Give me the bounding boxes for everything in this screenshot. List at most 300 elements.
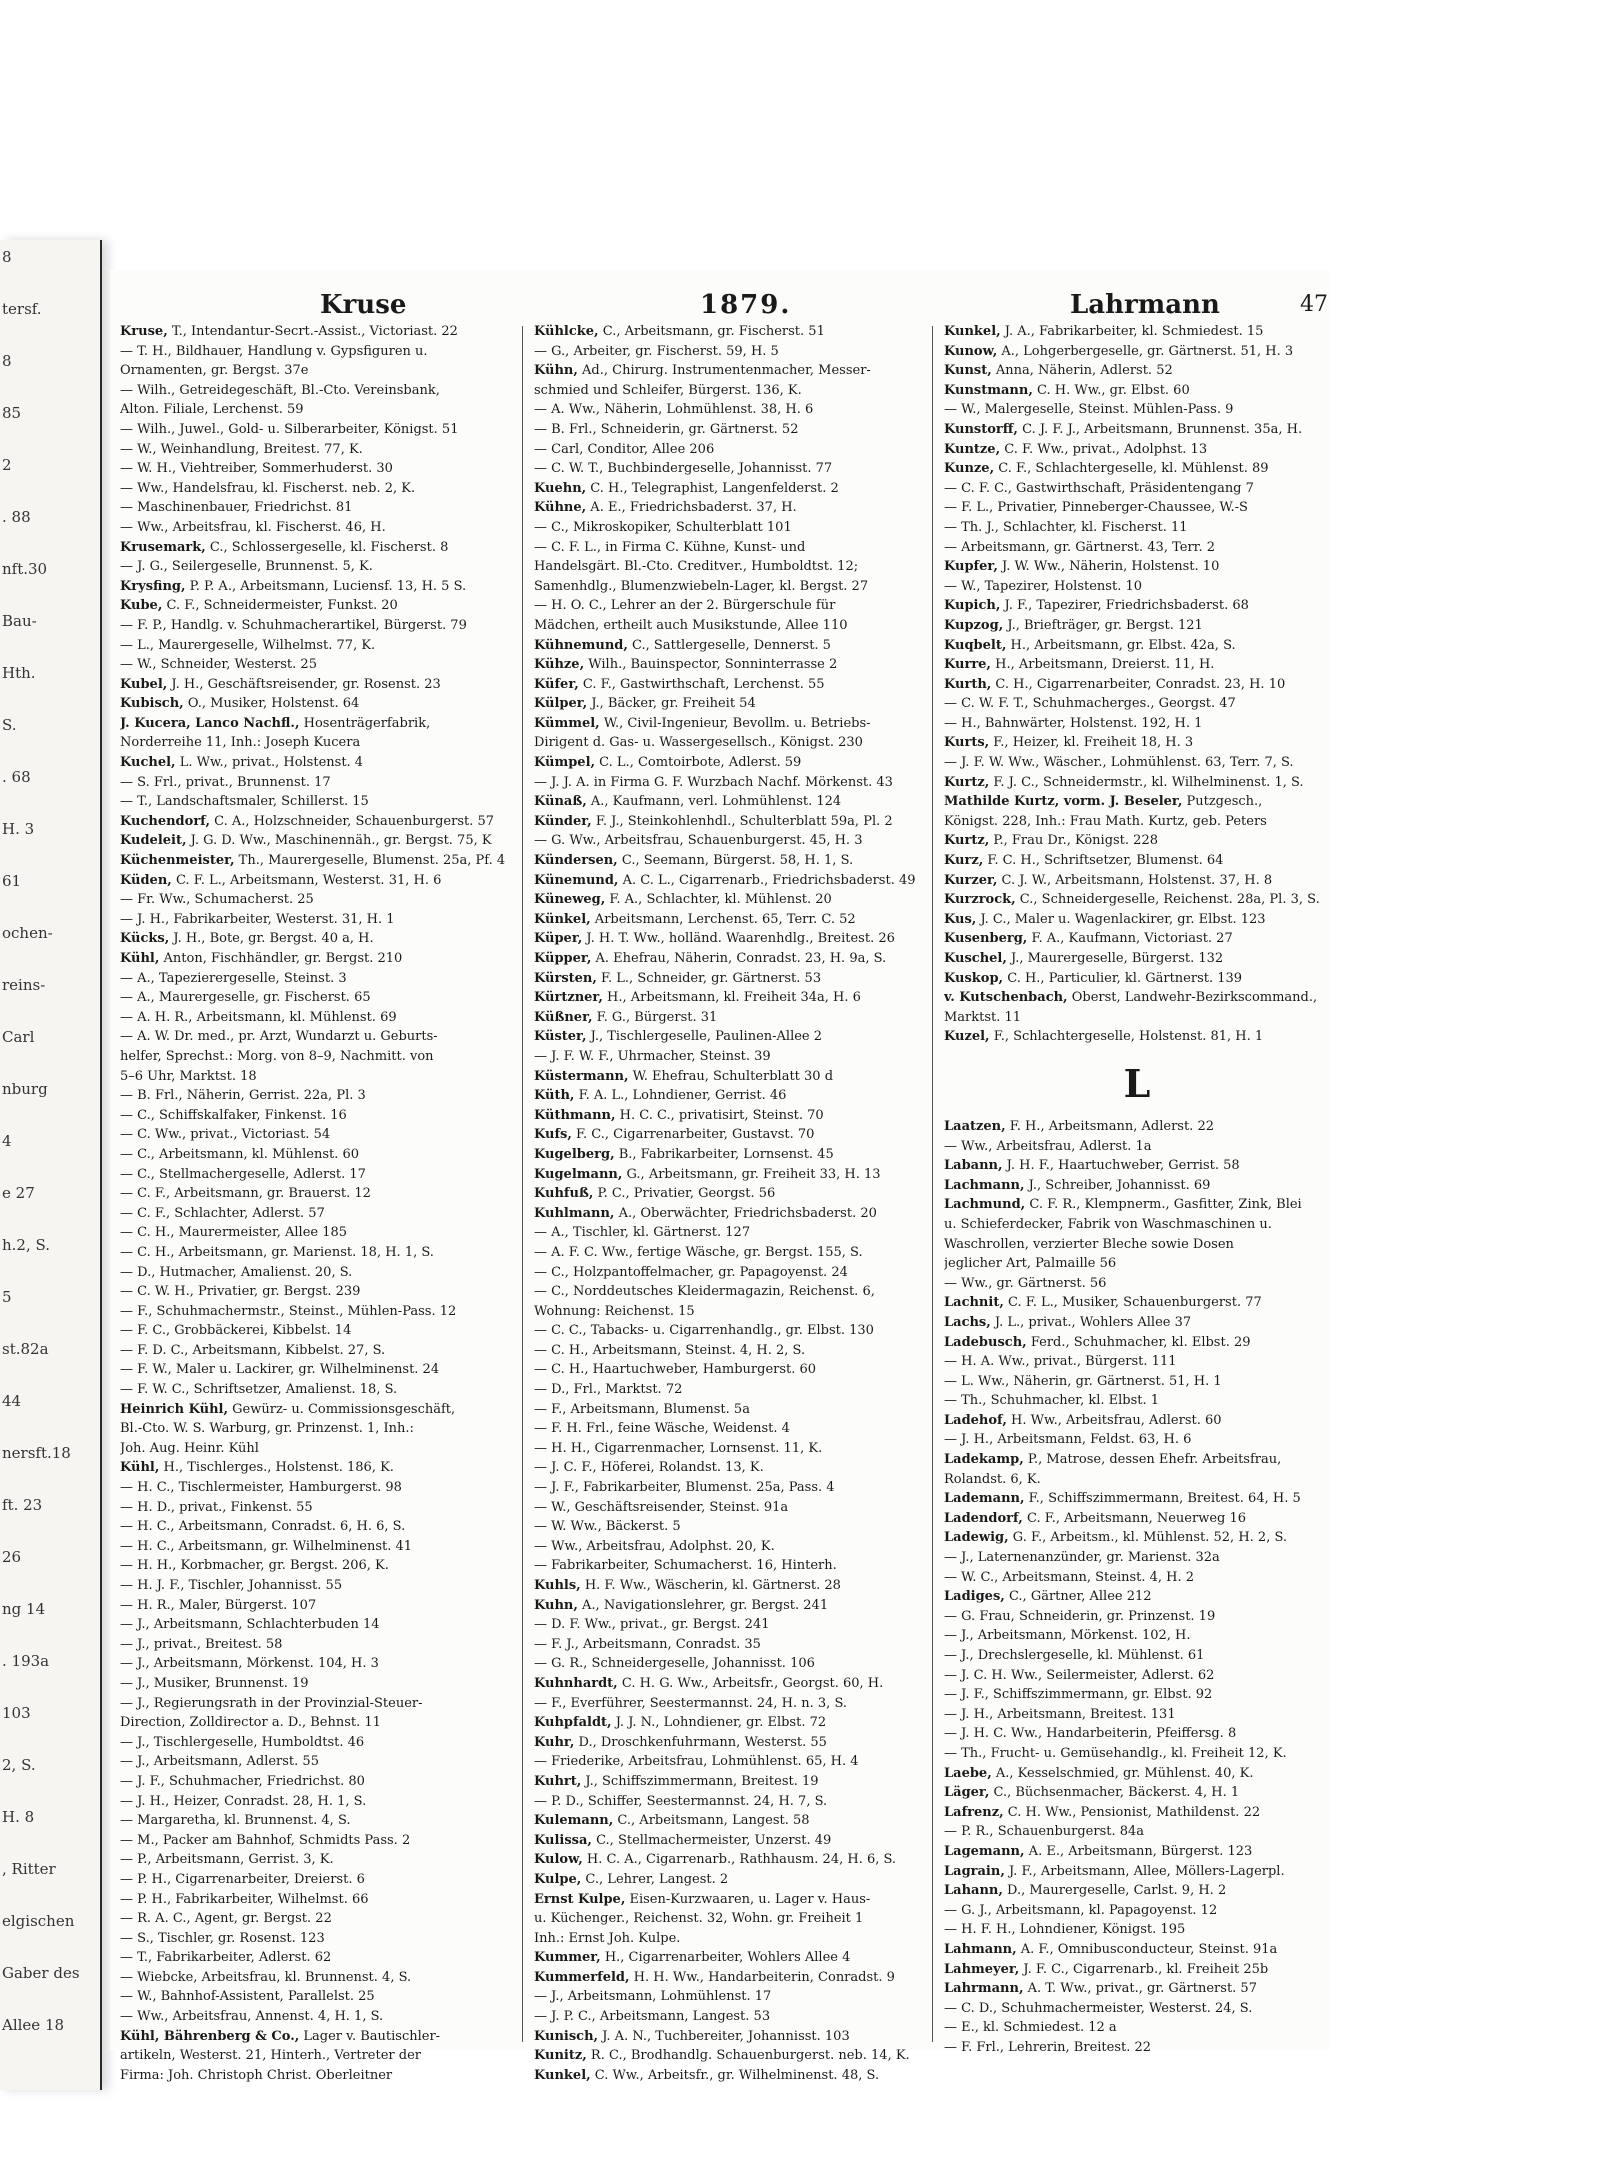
directory-entry xyxy=(120,929,505,949)
entry-text: — J., Arbeitsmann, Mörkenst. 104, H. 3 xyxy=(120,1656,379,1672)
directory-entry xyxy=(534,988,919,1008)
directory-entry xyxy=(944,1940,1330,1960)
entry-text: C. L., Comtoirbote, Adlerst. 59 xyxy=(595,755,802,771)
directory-entry xyxy=(534,2066,919,2086)
directory-entry xyxy=(534,440,919,460)
entry-text: Samenhdlg., Blumenzwiebeln-Lager, kl. Bergst. 27 xyxy=(534,578,869,594)
directory-entry xyxy=(944,342,1330,362)
directory-entry xyxy=(534,910,919,930)
entry-surname: Kuqbelt, xyxy=(944,637,1007,653)
entry-text: — W., Bahnhof-Assistent, Parallelst. 25 xyxy=(120,1989,375,2005)
entry-text: — C., Holzpantoffelmacher, gr. Papagoyenst. 24 xyxy=(534,1264,848,1280)
entry-surname: Mathilde Kurtz, vorm. J. Beseler, xyxy=(944,794,1183,810)
entry-text: A. E., Arbeitsmann, Bürgerst. 123 xyxy=(1024,1843,1253,1859)
entry-surname: Kücks, xyxy=(120,931,170,947)
directory-entry xyxy=(534,1674,919,1694)
entry-text: — H. A. Ww., privat., Bürgerst. 111 xyxy=(944,1354,1177,1370)
section-letter: L xyxy=(1123,1060,1151,1106)
directory-entry xyxy=(120,2007,505,2027)
entry-text: Alton. Filiale, Lerchenst. 59 xyxy=(120,402,304,418)
entry-text: — P. H., Fabrikarbeiter, Wilhelmst. 66 xyxy=(120,1891,369,1907)
directory-entry xyxy=(944,1626,1330,1646)
entry-surname: Lachs, xyxy=(944,1314,991,1330)
directory-entry xyxy=(120,1204,505,1224)
directory-entry xyxy=(534,636,919,656)
directory-entry xyxy=(120,1968,505,1988)
directory-entry xyxy=(534,2027,919,2047)
directory-entry xyxy=(120,851,505,871)
directory-entry xyxy=(944,1862,1330,1882)
entry-text: — W., Weinhandlung, Breitest. 77, K. xyxy=(120,441,363,457)
directory-entry xyxy=(534,1165,919,1185)
directory-entry xyxy=(944,655,1330,675)
left-page-fragment: S. xyxy=(2,716,17,734)
entry-text: — D., Hutmacher, Amalienst. 20, S. xyxy=(120,1264,353,1280)
directory-entry xyxy=(944,420,1330,440)
entry-surname: Kurz, xyxy=(944,853,984,869)
entry-text: — C. H., Arbeitsmann, Steinst. 4, H. 2, S. xyxy=(534,1342,806,1358)
entry-text: C. F. R., Klempnerm., Gasfitter, Zink, Blei xyxy=(1025,1197,1302,1213)
directory-entry xyxy=(944,2018,1330,2038)
directory-entry xyxy=(944,1920,1330,1940)
entry-text: P., Matrose, dessen Ehefr. Arbeitsfrau, xyxy=(1023,1452,1282,1468)
directory-entry xyxy=(944,1528,1330,1548)
directory-entry xyxy=(534,1733,919,1753)
entry-text: J. H. T. Ww., holländ. Waarenhdlg., Breitest. 26 xyxy=(582,931,895,947)
entry-surname: J. Kucera, Lanco Nachfl., xyxy=(120,715,300,731)
entry-surname: Küneweg, xyxy=(534,892,606,908)
directory-entry xyxy=(120,1576,505,1596)
entry-text: — H., Bahnwärter, Holstenst. 192, H. 1 xyxy=(944,715,1203,731)
directory-entry xyxy=(534,1968,919,1988)
entry-surname: Läger, xyxy=(944,1785,990,1801)
entry-text: R. C., Brodhandlg. Schauenburgerst. neb. 14, K. xyxy=(586,2048,910,2064)
directory-entry xyxy=(120,1165,505,1185)
entry-text: G. F., Arbeitsm., kl. Mühlenst. 52, H. 2, S. xyxy=(1008,1530,1288,1546)
entry-text: — J. F., Fabrikarbeiter, Blumenst. 25a, Pass. 4 xyxy=(534,1480,835,1496)
directory-entry xyxy=(534,1831,919,1851)
entry-text: — L. Ww., Näherin, gr. Gärtnerst. 51, H. 1 xyxy=(944,1373,1222,1389)
entry-surname: Kupich, xyxy=(944,598,1001,614)
entry-surname: Kummerfeld, xyxy=(534,1969,630,1985)
entry-text: — P., Arbeitsmann, Gerrist. 3, K. xyxy=(120,1852,334,1868)
entry-text: W., Civil-Ingenieur, Bevollm. u. Betriebs- xyxy=(599,715,871,731)
entry-surname: Küchenmeister, xyxy=(120,853,235,869)
directory-entry xyxy=(534,1184,919,1204)
directory-entry xyxy=(120,538,505,558)
directory-entry xyxy=(944,1548,1330,1568)
directory-entry xyxy=(944,1470,1330,1490)
directory-entry xyxy=(944,851,1330,871)
directory-entry xyxy=(534,1615,919,1635)
entry-text: — A., Tapezierergeselle, Steinst. 3 xyxy=(120,970,347,986)
entry-text: A. C. L., Cigarrenarb., Friedrichsbaderst. 49 xyxy=(618,872,916,888)
entry-text: — H. J. F., Tischler, Johannisst. 55 xyxy=(120,1578,343,1593)
directory-entry xyxy=(534,400,919,420)
entry-text: H. H. Ww., Handarbeiterin, Conradst. 9 xyxy=(629,1969,895,1985)
left-page-fragment: , Ritter xyxy=(2,1860,56,1878)
entry-text: 5–6 Uhr, Marktst. 18 xyxy=(120,1068,257,1084)
entry-surname: Kuhpfaldt, xyxy=(534,1715,612,1731)
directory-entry xyxy=(944,1137,1330,1157)
entry-text: H., Cigarrenarbeiter, Wohlers Allee 4 xyxy=(600,1950,851,1966)
entry-text: — J. F. W. F., Uhrmacher, Steinst. 39 xyxy=(534,1048,771,1064)
entry-text: A. E., Friedrichsbaderst. 37, H. xyxy=(586,500,797,516)
entry-surname: Krusemark, xyxy=(120,539,206,555)
entry-text: — Carl, Conditor, Allee 206 xyxy=(534,441,715,457)
entry-text: — Th., Frucht- u. Gemüsehandlg., kl. Freiheit 12, K. xyxy=(944,1745,1287,1761)
entry-text: C. A., Holzschneider, Schauenburgerst. 57 xyxy=(210,813,495,829)
directory-entry xyxy=(120,1850,505,1870)
directory-entry xyxy=(534,1556,919,1576)
directory-entry xyxy=(120,596,505,616)
directory-entry xyxy=(120,1008,505,1028)
directory-entry xyxy=(534,851,919,871)
directory-entry xyxy=(120,1067,505,1087)
directory-entry xyxy=(944,890,1330,910)
entry-text: — C. Ww., privat., Victoriast. 54 xyxy=(120,1127,331,1143)
entry-text: Gewürz- u. Commissionsgeschäft, xyxy=(228,1401,456,1417)
entry-text: — J. J. A. in Firma G. F. Wurzbach Nachf. Mörkenst. 43 xyxy=(534,774,893,790)
directory-entry xyxy=(120,655,505,675)
directory-entry xyxy=(120,616,505,636)
entry-text: — L., Maurergeselle, Wilhelmst. 77, K. xyxy=(120,637,376,653)
directory-entry xyxy=(120,1478,505,1498)
directory-entry xyxy=(120,1223,505,1243)
entry-text: — H. R., Maler, Bürgerst. 107 xyxy=(120,1597,317,1613)
entry-text: Anton, Fischhändler, gr. Bergst. 210 xyxy=(159,951,403,966)
directory-entry xyxy=(120,1674,505,1694)
entry-text: — D., Frl., Marktst. 72 xyxy=(534,1382,683,1398)
entry-surname: Lahmann, xyxy=(944,1941,1017,1957)
directory-entry xyxy=(120,871,505,891)
entry-text: — W. C., Arbeitsmann, Steinst. 4, H. 2 xyxy=(944,1569,1195,1585)
entry-text: — Margaretha, kl. Brunnenst. 4, S. xyxy=(120,1813,351,1829)
entry-text: Arbeitsmann, Lerchenst. 65, Terr. C. 52 xyxy=(590,911,856,927)
directory-entry xyxy=(120,577,505,597)
directory-entry xyxy=(120,1360,505,1380)
entry-text: J. L., privat., Wohlers Allee 37 xyxy=(990,1314,1192,1330)
directory-entry xyxy=(120,322,505,342)
entry-text: — S., Tischler, gr. Rosenst. 123 xyxy=(120,1930,325,1946)
directory-entry xyxy=(944,1568,1330,1588)
entry-text: C., Arbeitsmann, gr. Fischerst. 51 xyxy=(598,324,825,339)
entry-text: — A. H. R., Arbeitsmann, kl. Mühlenst. 69 xyxy=(120,1009,397,1025)
directory-entry xyxy=(534,949,919,969)
entry-surname: Küden, xyxy=(120,872,172,888)
entry-text: J. J. N., Lohndiener, gr. Elbst. 72 xyxy=(611,1715,827,1731)
directory-entry xyxy=(120,1321,505,1341)
entry-text: — J., Musiker, Brunnenst. 19 xyxy=(120,1675,309,1691)
entry-text: — H. D., privat., Finkenst. 55 xyxy=(120,1499,313,1515)
left-page-fragment: elgischen xyxy=(2,1912,75,1930)
entry-text: Direction, Zolldirector a. D., Behnst. 11 xyxy=(120,1715,381,1731)
entry-text: H. C. A., Cigarrenarb., Rathhausm. 24, H. 6, S. xyxy=(582,1852,897,1868)
directory-entry xyxy=(944,988,1330,1008)
entry-text: — C., Norddeutsches Kleidermagazin, Reichenst. 6, xyxy=(534,1284,875,1300)
entry-surname: Kündersen, xyxy=(534,853,618,869)
directory-entry xyxy=(120,1106,505,1126)
entry-surname: Kulpe, xyxy=(534,1871,582,1887)
entry-text: — C., Arbeitsmann, kl. Mühlenst. 60 xyxy=(120,1146,360,1162)
entry-text: — G., Arbeiter, gr. Fischerst. 59, H. 5 xyxy=(534,343,779,359)
entry-text: — G. J., Arbeitsmann, kl. Papagoyenst. 12 xyxy=(944,1902,1218,1918)
directory-entry xyxy=(534,1850,919,1870)
entry-text: Inh.: Ernst Joh. Kulpe. xyxy=(534,1930,681,1946)
directory-entry xyxy=(944,1274,1330,1294)
directory-entry xyxy=(944,636,1330,656)
directory-entry xyxy=(534,1752,919,1772)
entry-text: J., Tischlergeselle, Paulinen-Allee 2 xyxy=(586,1029,823,1045)
entry-text: Lager v. Bautischler- xyxy=(299,2028,441,2044)
directory-entry xyxy=(534,498,919,518)
entry-text: F., Schiffszimmermann, Breitest. 64, H. 5 xyxy=(1024,1491,1301,1507)
entry-surname: Kunstmann, xyxy=(944,382,1033,398)
entry-text: — Maschinenbauer, Friedrichst. 81 xyxy=(120,500,353,516)
directory-entry xyxy=(120,479,505,499)
entry-text: schmied und Schleifer, Bürgerst. 136, K. xyxy=(534,382,802,398)
entry-text: Marktst. 11 xyxy=(944,1009,1022,1025)
entry-text: Handelsgärt. Bl.-Cto. Creditver., Humboldtst. 12; xyxy=(534,559,859,575)
entry-surname: Kuhn, xyxy=(534,1597,578,1613)
left-page-fragment: H. 8 xyxy=(2,1808,35,1826)
entry-surname: Kummer, xyxy=(534,1950,601,1966)
entry-surname: Kuskop, xyxy=(944,970,1004,986)
entry-surname: Ladebusch, xyxy=(944,1334,1027,1350)
directory-entry xyxy=(120,557,505,577)
entry-text: — Fabrikarbeiter, Schumacherst. 16, Hinterh. xyxy=(534,1558,837,1574)
directory-entry xyxy=(534,675,919,695)
entry-surname: Kürtzner, xyxy=(534,990,603,1006)
directory-entry xyxy=(120,1811,505,1831)
entry-surname: Lachmund, xyxy=(944,1197,1026,1213)
entry-text: — F. H. Frl., feine Wäsche, Weidenst. 4 xyxy=(534,1421,790,1437)
entry-text: — F., Arbeitsmann, Blumenst. 5a xyxy=(534,1401,750,1417)
directory-entry xyxy=(534,831,919,851)
entry-text: — C. F., Schlachter, Adlerst. 57 xyxy=(120,1205,325,1221)
entry-text: C. F. L., Musiker, Schauenburgerst. 77 xyxy=(1003,1295,1262,1311)
entry-surname: Kuschel, xyxy=(944,951,1007,966)
entry-text: F., Schlachtergeselle, Holstenst. 81, H. 1 xyxy=(989,1029,1264,1045)
directory-entry xyxy=(120,1772,505,1792)
entry-surname: Küster, xyxy=(534,1029,587,1045)
left-page-fragment: . 88 xyxy=(2,508,31,526)
entry-text: — F., Schuhmachermstr., Steinst., Mühlen-Pass. 12 xyxy=(120,1303,457,1319)
entry-surname: Lahann, xyxy=(944,1883,1003,1899)
directory-entry xyxy=(944,1764,1330,1784)
entry-text: A. T. Ww., privat., gr. Gärtnerst. 57 xyxy=(1023,1981,1257,1997)
entry-text: — H. O. C., Lehrer an der 2. Bürgerschule für xyxy=(534,598,836,614)
page-header xyxy=(110,290,1330,326)
entry-text: — B. Frl., Näherin, Gerrist. 22a, Pl. 3 xyxy=(120,1088,366,1104)
entry-surname: Kupfer, xyxy=(944,559,998,575)
directory-entry xyxy=(534,1478,919,1498)
entry-text: P. P. A., Arbeitsmann, Luciensf. 13, H. 5 S. xyxy=(185,578,467,594)
directory-entry xyxy=(534,1145,919,1165)
directory-entry xyxy=(120,1302,505,1322)
directory-entry xyxy=(534,1282,919,1302)
entry-text: — H. C., Arbeitsmann, gr. Wilhelminenst. 41 xyxy=(120,1538,413,1554)
entry-text: C. H., Particulier, kl. Gärtnerst. 139 xyxy=(1003,970,1243,986)
entry-text: — A., Maurergeselle, gr. Fischerst. 65 xyxy=(120,990,371,1006)
entry-text: C. J. W., Arbeitsmann, Holstenst. 37, H. 8 xyxy=(997,872,1273,888)
entry-surname: Kuhrt, xyxy=(534,1773,582,1789)
entry-text: — W., Schneider, Westerst. 25 xyxy=(120,657,317,673)
entry-text: F. C., Cigarrenarbeiter, Gustavst. 70 xyxy=(571,1127,815,1143)
directory-entry xyxy=(120,1890,505,1910)
entry-surname: Küpper, xyxy=(534,951,592,966)
directory-entry xyxy=(944,1156,1330,1176)
entry-text: A., Kesselschmied, gr. Mühlenst. 40, K. xyxy=(991,1765,1254,1781)
directory-entry xyxy=(534,1302,919,1322)
entry-text: B., Fabrikarbeiter, Lornsenst. 45 xyxy=(614,1146,834,1162)
entry-text: J., Briefträger, gr. Bergst. 121 xyxy=(1003,617,1203,633)
directory-entry xyxy=(120,714,505,734)
entry-text: D., Droschkenfuhrmann, Westerst. 55 xyxy=(574,1734,827,1750)
entry-text: — J., Arbeitsmann, Adlerst. 55 xyxy=(120,1754,319,1770)
directory-entry xyxy=(534,616,919,636)
entry-text: C. F. L., Arbeitsmann, Westerst. 31, H. 6 xyxy=(171,872,442,888)
directory-entry xyxy=(120,1987,505,2007)
entry-text: — W. H., Viehtreiber, Sommerhuderst. 30 xyxy=(120,461,393,477)
directory-entry xyxy=(944,1646,1330,1666)
directory-entry xyxy=(944,1352,1330,1372)
entry-text: Putzgesch., xyxy=(1182,794,1263,810)
entry-text: A. F., Omnibusconducteur, Steinst. 91a xyxy=(1016,1941,1278,1957)
left-page-fragment: e 27 xyxy=(2,1184,35,1202)
entry-text: T., Intendantur-Secrt.-Assist., Victoriast. 22 xyxy=(167,324,458,339)
directory-entry xyxy=(120,988,505,1008)
directory-entry xyxy=(944,831,1330,851)
entry-text: H., Arbeitsmann, kl. Freiheit 34a, H. 6 xyxy=(602,990,861,1006)
entry-text: — J. H., Heizer, Conradst. 28, H. 1, S. xyxy=(120,1793,367,1809)
entry-surname: Kulow, xyxy=(534,1852,583,1868)
entry-text: — A. W. Dr. med., pr. Arzt, Wundarzt u. Geburts- xyxy=(120,1029,438,1045)
entry-surname: Kurth, xyxy=(944,676,992,692)
entry-surname: Kurre, xyxy=(944,657,991,673)
entry-text: — R. A. C., Agent, gr. Bergst. 22 xyxy=(120,1911,332,1927)
directory-entry xyxy=(534,1204,919,1224)
entry-surname: Kuchendorf, xyxy=(120,813,210,829)
directory-entry xyxy=(534,518,919,538)
directory-entry xyxy=(120,2046,505,2066)
entry-surname: Lahmeyer, xyxy=(944,1961,1020,1977)
entry-text: — J. H. C. Ww., Handarbeiterin, Pfeiffersg. 8 xyxy=(944,1726,1237,1742)
directory-entry xyxy=(120,773,505,793)
entry-text: — F. C., Grobbäckerei, Kibbelst. 14 xyxy=(120,1323,352,1339)
directory-entry xyxy=(944,733,1330,753)
directory-entry xyxy=(120,1184,505,1204)
entry-text: — W., Tapezirer, Holstenst. 10 xyxy=(944,578,1142,594)
directory-entry xyxy=(944,557,1330,577)
entry-text: — J., Tischlergeselle, Humboldtst. 46 xyxy=(120,1734,365,1750)
entry-text: Königst. 228, Inh.: Frau Math. Kurtz, geb. Peters xyxy=(944,813,1267,829)
entry-text: P., Frau Dr., Königst. 228 xyxy=(989,833,1158,849)
directory-entry xyxy=(944,1391,1330,1411)
entry-surname: Külper, xyxy=(534,696,588,712)
entry-text: J. H., Geschäftsreisender, gr. Rosenst. 23 xyxy=(167,676,441,692)
directory-entry xyxy=(534,420,919,440)
directory-entry xyxy=(534,714,919,734)
directory-entry xyxy=(534,694,919,714)
directory-entry xyxy=(120,1733,505,1753)
entry-text: C., Lehrer, Langest. 2 xyxy=(581,1871,729,1887)
entry-surname: Küstermann, xyxy=(534,1068,629,1084)
directory-entry xyxy=(534,733,919,753)
entry-text: — J., privat., Breitest. 58 xyxy=(120,1636,283,1652)
directory-entry xyxy=(120,1752,505,1772)
entry-text: O., Musiker, Holstenst. 64 xyxy=(183,696,360,712)
entry-surname: Lachmann, xyxy=(944,1177,1025,1193)
entry-surname: Kunkel, xyxy=(944,324,1001,339)
entry-surname: Küßner, xyxy=(534,1009,593,1025)
entry-text: C. H., Telegraphist, Langenfelderst. 2 xyxy=(586,480,839,496)
column-3 xyxy=(944,322,1330,2057)
entry-text: — C. C., Tabacks- u. Cigarrenhandlg., gr. Elbst. 130 xyxy=(534,1323,874,1339)
left-page-fragment: Carl xyxy=(2,1028,35,1046)
entry-surname: Kürsten, xyxy=(534,970,597,986)
entry-text: — H. C., Tischlermeister, Hamburgerst. 98 xyxy=(120,1480,402,1496)
directory-entry xyxy=(120,1537,505,1557)
entry-text: — C. D., Schuhmachermeister, Westerst. 24, S. xyxy=(944,2000,1253,2016)
entry-text: H., Tischlerges., Holstenst. 186, K. xyxy=(159,1460,394,1476)
entry-text: — Friederike, Arbeitsfrau, Lohmühlenst. 65, H. 4 xyxy=(534,1754,859,1770)
directory-entry xyxy=(120,694,505,714)
entry-surname: Labann, xyxy=(944,1158,1003,1174)
entry-text: H. C. C., privatisirt, Steinst. 70 xyxy=(615,1107,824,1123)
left-page-fragment: 2 xyxy=(2,456,12,474)
entry-surname: Kunze, xyxy=(944,461,995,477)
entry-text: — Ww., Arbeitsfrau, Adlerst. 1a xyxy=(944,1138,1152,1154)
entry-text: Th., Maurergeselle, Blumenst. 25a, Pf. 4 xyxy=(234,853,505,869)
directory-entry xyxy=(120,440,505,460)
entry-text: — C., Stellmachergeselle, Adlerst. 17 xyxy=(120,1166,366,1182)
directory-entry xyxy=(120,812,505,832)
entry-text: G., Arbeitsmann, gr. Freiheit 33, H. 13 xyxy=(622,1166,881,1182)
entry-text: D., Maurergeselle, Carlst. 9, H. 2 xyxy=(1002,1883,1227,1899)
directory-entry xyxy=(534,361,919,381)
header-year: 1879. xyxy=(700,290,792,320)
directory-entry xyxy=(944,1666,1330,1686)
directory-entry xyxy=(944,440,1330,460)
entry-surname: Ladewig, xyxy=(944,1530,1009,1546)
directory-entry xyxy=(534,1929,919,1949)
entry-surname: Küthmann, xyxy=(534,1107,616,1123)
entry-text: — C. F., Arbeitsmann, gr. Brauerst. 12 xyxy=(120,1186,371,1202)
left-page-fragment: ng 14 xyxy=(2,1600,46,1618)
directory-entry xyxy=(944,459,1330,479)
entry-text: C. F. Ww., privat., Adolphst. 13 xyxy=(1000,441,1208,457)
directory-entry xyxy=(534,479,919,499)
directory-entry xyxy=(534,1067,919,1087)
entry-text: — T., Landschaftsmaler, Schillerst. 15 xyxy=(120,794,369,810)
directory-entry xyxy=(120,498,505,518)
directory-entry xyxy=(944,1607,1330,1627)
entry-text: — J., Drechslergeselle, kl. Mühlenst. 61 xyxy=(944,1648,1205,1663)
directory-entry xyxy=(534,929,919,949)
directory-entry xyxy=(120,361,505,381)
entry-text: A., Kaufmann, verl. Lohmühlenst. 124 xyxy=(586,794,842,810)
directory-entry xyxy=(944,518,1330,538)
left-page-fragment: tersf. xyxy=(2,300,42,318)
directory-entry xyxy=(944,400,1330,420)
directory-entry xyxy=(534,890,919,910)
directory-entry xyxy=(534,459,919,479)
page-number: 47 xyxy=(1300,292,1328,317)
entry-text: — J. F. W. Ww., Wäscher., Lohmühlenst. 63, Terr. 7, S. xyxy=(944,755,1294,771)
entry-text: F. L., Schneider, gr. Gärtnerst. 53 xyxy=(596,970,822,986)
entry-surname: Kühl, xyxy=(120,1460,160,1476)
